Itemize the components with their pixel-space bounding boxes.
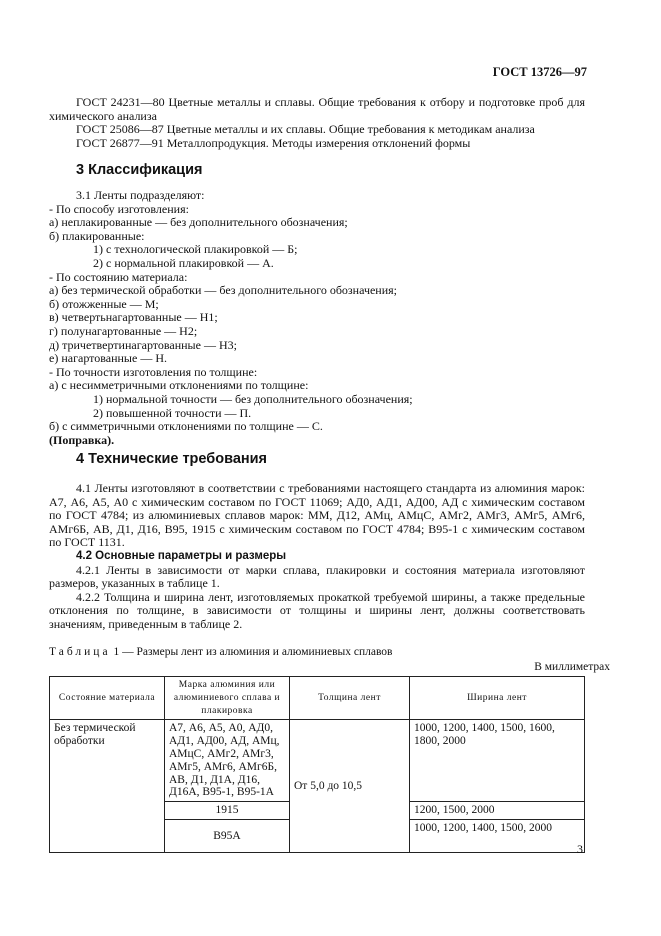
column-header: Марка алюминия или алюминиевого сплава и плакировка <box>165 677 290 720</box>
normative-references <box>49 96 585 150</box>
clause-4-2-1: 4.2.1 Ленты в зависимости от марки сплава, плакировки и состояния материала изготовляют размеров, указанных в таблице 1. <box>49 562 585 591</box>
reference-item: ГОСТ 24231—80 Цветные металлы и сплавы. Общие требования к отбору и подготовке проб для химического анализа <box>49 95 585 123</box>
section-4-title: 4 Технические требования <box>76 451 268 467</box>
dimensions-table <box>49 676 585 853</box>
list-line: 1) нормальной точности — без дополнительного обозначения; <box>93 391 413 406</box>
table-units: В миллиметрах <box>534 661 610 673</box>
clause-4-2-heading: 4.2 Основные параметры и размеры <box>76 549 287 562</box>
reference-item: ГОСТ 25086—87 Цветные металлы и их сплавы. Общие требования к методикам анализа <box>76 122 535 137</box>
list-line: е) нагартованные — Н. <box>49 351 167 366</box>
list-line: д) тричетвертинагартованные — Н3; <box>49 337 237 352</box>
section-3-title: 3 Классификация <box>76 162 203 178</box>
list-line: 2) с нормальной плакировкой — А. <box>93 255 274 270</box>
technical-requirements <box>49 482 585 632</box>
list-line: - По точности изготовления по толщине: <box>49 364 258 379</box>
table-caption-text: 1 — Размеры лент из алюминия и алюминиевых сплавов <box>113 646 393 658</box>
grade-cell: 1915 <box>165 802 290 820</box>
reference-item: ГОСТ 26877—91 Металлопродукция. Методы измерения отклонений формы <box>76 135 471 150</box>
list-line: - По способу изготовления: <box>49 201 189 216</box>
clause-4-1: 4.1 Ленты изготовляют в соответствии с требованиями настоящего стандарта из алюминия марок: А7, А6, А5, А0 с химическим составом по ГОСТ 11069; АД0, АД1, АД00, АД с химическим составом по ГОСТ 4784; из алюминиевых сплавов марок: ММ, Д12, АМц, АМцС, АМг2, АМг3, АМг5, АМг6, АМг6Б, АВ, Д1, Д16, В95, 1915 с химическим составом по ГОСТ 4784; В95-1 с химическим составом по ГОСТ 1131. <box>49 481 585 550</box>
list-line: 3.1 Ленты подразделяют: <box>76 188 205 202</box>
width-cell: 1200, 1500, 2000 <box>410 802 585 820</box>
page-number: 3 <box>577 842 583 856</box>
column-header: Толщина лент <box>290 677 410 720</box>
grade-cell: А7, А6, А5, А0, АД0, АД1, АД00, АД, АМц, АМцС, АМг2, АМг3, АМг5, АМг6, АМг6Б, АВ, Д1, Д1А, Д16, Д16А, В95-1, В95-1А <box>165 720 290 802</box>
list-line: г) полунагартованные — Н2; <box>49 323 198 338</box>
list-line: - По состоянию материала: <box>49 269 188 284</box>
table-header-row <box>50 677 585 720</box>
column-header: Состояние материала <box>50 677 165 720</box>
list-line: а) с несимметричными отклонениями по толщине: <box>49 378 309 393</box>
width-cell: 1000, 1200, 1400, 1500, 2000 <box>410 819 585 852</box>
list-line: б) с симметричными отклонениями по толщине — С. <box>49 419 323 434</box>
list-line: 2) повышенной точности — П. <box>93 405 252 420</box>
clause-4-2-2: 4.2.2 Толщина и ширина лент, изготовляемых прокаткой требуемой ширины, а также предельные отклонения по толщине, в зависимости от толщины и ширины лент, должны соответствовать значениям, приведенным в таблице 2. <box>49 589 585 631</box>
table-caption <box>49 646 392 660</box>
amendment-note: (Поправка). <box>49 432 115 447</box>
classification-list <box>49 189 585 447</box>
column-header: Ширина лент <box>410 677 585 720</box>
table-caption-label: Таблица <box>49 646 111 658</box>
list-line: а) без термической обработки — без дополнительного обозначения; <box>49 283 397 298</box>
material-state-cell: Без термической обработки <box>50 720 165 853</box>
list-line: 1) с технологической плакировкой — Б; <box>93 242 298 257</box>
list-line: а) неплакированные — без дополнительного обозначения; <box>49 215 348 230</box>
list-line: б) отожженные — М; <box>49 296 159 311</box>
width-cell: 1000, 1200, 1400, 1500, 1600, 1800, 2000 <box>410 720 585 802</box>
thickness-cell: От 5,0 до 10,5 <box>290 720 410 853</box>
list-line: в) четвертьнагартованные — Н1; <box>49 310 218 325</box>
list-line: б) плакированные: <box>49 228 145 243</box>
table-row <box>50 720 585 802</box>
doc-header: ГОСТ 13726—97 <box>492 65 587 79</box>
grade-cell: В95А <box>165 819 290 852</box>
